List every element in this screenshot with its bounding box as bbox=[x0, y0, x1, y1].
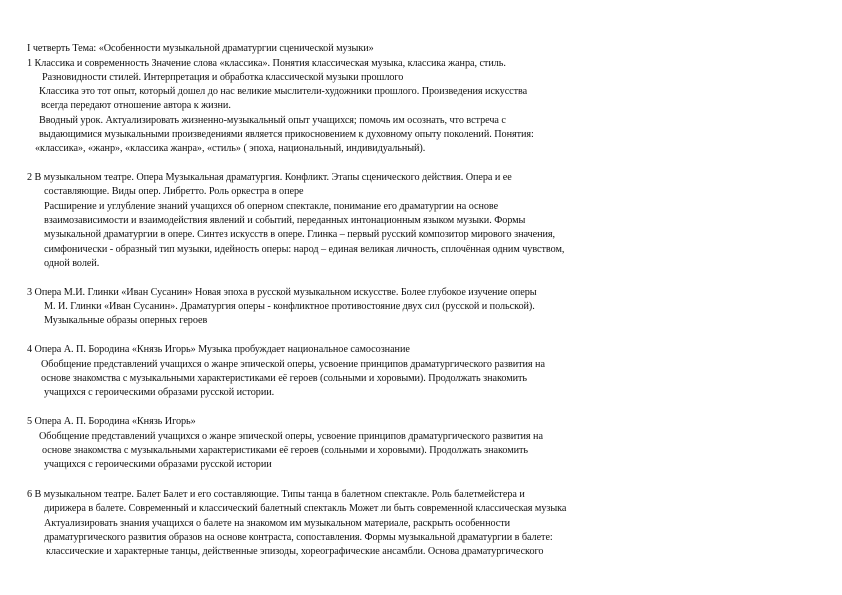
section-4-line: 4 Опера А. П. Бородина «Князь Игорь» Музыка пробуждает национальное самосознание bbox=[27, 344, 410, 355]
section-5-line: Обобщение представлений учащихся о жанре эпической оперы, усвоение принципов драматургического развития на bbox=[39, 431, 543, 442]
section-6-line: дирижера в балете. Современный и классический балетный спектакль Может ли быть современной классическая музыка bbox=[44, 503, 567, 514]
section-3-line: Музыкальные образы оперных героев bbox=[44, 315, 208, 326]
section-5-line: основе знакомства с музыкальными характеристиками её героев (сольными и хоровыми). Продолжать знакомить bbox=[42, 445, 529, 456]
section-2-line: взаимозависимости и взаимодействия явлений и событий, переданных интонационным языком музыки. Формы bbox=[44, 215, 526, 226]
section-1-line: всегда передают отношение автора к жизни. bbox=[41, 100, 231, 111]
section-1-line: Вводный урок. Актуализировать жизненно-музыкальный опыт учащихся; помочь им осознать, что встреча с bbox=[39, 115, 506, 126]
section-4-line: учащихся с героическими образами русской истории. bbox=[44, 387, 275, 398]
section-3-line: 3 Опера М.И. Глинки «Иван Сусанин» Новая эпоха в русской музыкальном искусстве. Более глубокое изучение оперы bbox=[27, 287, 537, 298]
section-4-line: основе знакомства с музыкальными характеристиками её героев (сольными и хоровыми). Продолжать знакомить bbox=[41, 373, 528, 384]
section-2-line: музыкальной драматургии в опере. Синтез искусств в опере. Глинка – первый русский композитор мирового значения, bbox=[44, 229, 556, 240]
section-1-line: 1 Классика и современность Значение слова «классика». Понятия классическая музыка, классика жанра, стиль. bbox=[27, 58, 506, 69]
section-1-line: выдающимися музыкальными произведениями является прикосновением к духовному опыту поколений. Понятия: bbox=[39, 129, 534, 140]
section-2-line: составляющие. Виды опер. Либретто. Роль оркестра в опере bbox=[44, 186, 304, 197]
section-1-line: «классика», «жанр», «классика жанра», «стиль» ( эпоха, национальный, индивидуальный). bbox=[35, 143, 426, 154]
document-header: I четверть Тема: «Особенности музыкальной драматургии сценической музыки» bbox=[27, 43, 374, 54]
section-2-line: одной волей. bbox=[44, 258, 100, 269]
section-6-line: классические и характерные танцы, действенные эпизоды, хореографические ансамбли. Основа драматургического bbox=[46, 546, 544, 557]
section-3-line: М. И. Глинки «Иван Сусанин». Драматургия оперы - конфликтное противостояние двух сил (русской и польской). bbox=[44, 301, 535, 312]
section-5-line: 5 Опера А. П. Бородина «Князь Игорь» bbox=[27, 416, 196, 427]
section-6-line: Актуализировать знания учащихся о балете на знакомом им музыкальном материале, раскрыть особенности bbox=[44, 518, 511, 529]
section-4-line: Обобщение представлений учащихся о жанре эпической оперы, усвоение принципов драматургического развития на bbox=[41, 359, 545, 370]
section-5-line: учащихся с героическими образами русской истории bbox=[44, 459, 272, 470]
section-6-line: драматургического развития образов на основе контраста, сопоставления. Формы музыкальной драматургии в балете: bbox=[44, 532, 553, 543]
section-2-line: Расширение и углубление знаний учащихся об оперном спектакле, понимание его драматургии на основе bbox=[44, 201, 499, 212]
section-2-line: симфонически - образный тип музыки, идейность оперы: народ – единая великая личность, сплочённая одним чувством, bbox=[44, 244, 565, 255]
section-1-line: Классика это тот опыт, который дошел до нас великие мыслители-художники прошлого. Произведения искусства bbox=[39, 86, 528, 97]
section-6-line: 6 В музыкальном театре. Балет Балет и его составляющие. Типы танца в балетном спектакле. Роль балетмейстера и bbox=[27, 489, 525, 500]
section-1-line: Разновидности стилей. Интерпретация и обработка классической музыки прошлого bbox=[42, 72, 404, 83]
section-2-line: 2 В музыкальном театре. Опера Музыкальная драматургия. Конфликт. Этапы сценического действия. Опера и ее bbox=[27, 172, 512, 183]
